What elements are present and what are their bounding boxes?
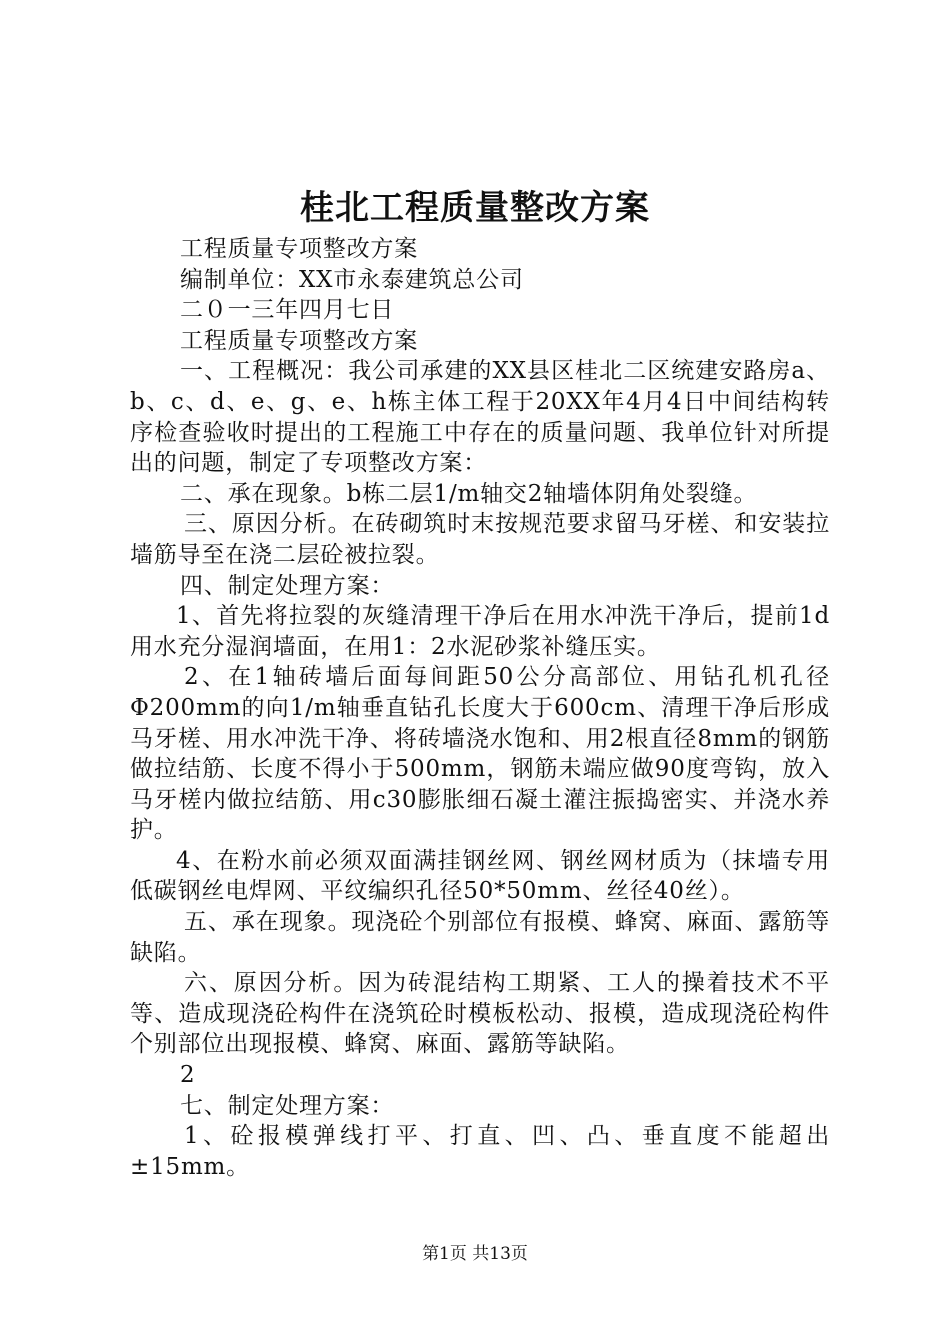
paragraph: 二０一三年四月七日 — [180, 297, 395, 324]
paragraph: 七、制定处理方案： — [180, 1092, 395, 1119]
paragraph: 工程质量专项整改方案 — [180, 327, 418, 354]
paragraph: 1、砼报模弹线打平、打直、凹、凸、垂直度不能超出±15mm。 — [130, 1123, 830, 1180]
paragraph: 2、在1轴砖墙后面每间距50公分高部位、用钻孔机孔径Φ200mm的向1/m轴垂直钻孔长度大于600cm、清理干净后形成马牙槎、用水冲洗干净、将砖墙浇水饱和、用2根直径8mm的钢筋做拉结筋、长度不得小于500mm，钢筋未端应做90度弯钩，放入马牙槎内做拉结筋、用c30膨胀细石凝土灌注振捣密实、并浇水养护。 — [130, 664, 830, 844]
paragraph: 1、首先将拉裂的灰缝清理干净后在用水冲洗干净后，提前1d用水充分湿润墙面，在用1：2水泥砂浆补缝压实。 — [130, 603, 830, 660]
paragraph: 五、承在现象。现浇砼个别部位有报模、蜂窝、麻面、露筋等缺陷。 — [130, 909, 830, 966]
paragraph: 编制单位：XX市永泰建筑总公司 — [180, 266, 524, 293]
paragraph: 三、原因分析。在砖砌筑时末按规范要求留马牙槎、和安装拉墙筋导至在浇二层砼被拉裂。 — [130, 511, 830, 568]
page-footer: 第1页 共13页 — [422, 1244, 528, 1264]
paragraph: 工程质量专项整改方案 — [180, 236, 418, 262]
paragraph: 四、制定处理方案： — [180, 572, 395, 599]
paragraph: 4、在粉水前必须双面满挂钢丝网、钢丝网材质为（抹墙专用低碳钢丝电焊网、平纹编织孔径50*50mm、丝径40丝）。 — [130, 847, 830, 905]
paragraph: 六、原因分析。因为砖混结构工期紧、工人的操着技术不平等、造成现浇砼构件在浇筑砼时模板松动、报模，造成现浇砼构件个别部位出现报模、蜂窝、麻面、露筋等缺陷。 — [130, 970, 830, 1058]
document-body — [130, 234, 830, 1182]
paragraph: 2 — [180, 1062, 196, 1089]
document-title: 桂北工程质量整改方案 — [300, 188, 650, 228]
paragraph: 一、工程概况：我公司承建的XX县区桂北二区统建安路房a、b、c、d、e、g、e、h栋主体工程于20XX年4月4日中间结构转序检查验收时提出的工程施工中存在的质量问题、我单位针对所提出的问题，制定了专项整改方案： — [130, 358, 830, 477]
paragraph: 二、承在现象。b栋二层1/m轴交2轴墙体阴角处裂缝。 — [180, 480, 758, 507]
